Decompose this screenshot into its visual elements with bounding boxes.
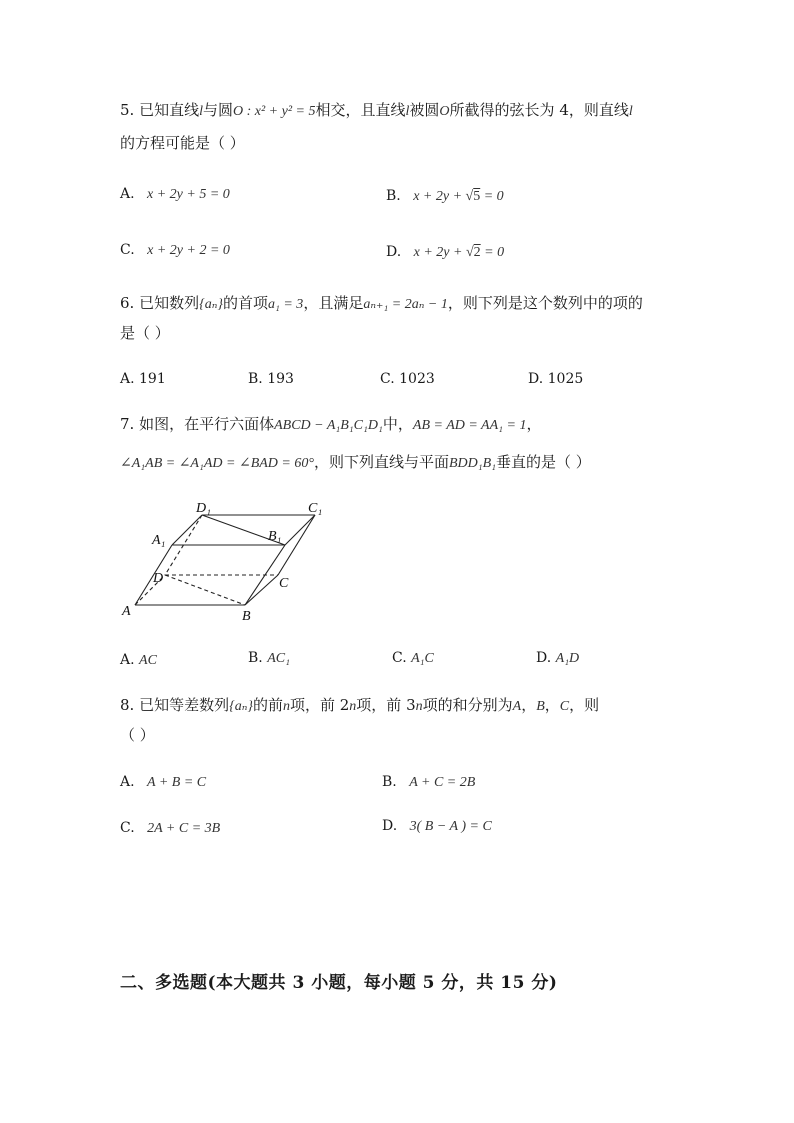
q6-option-a: A. 191 [120, 371, 166, 387]
q8-stem-line1: 8. 已知等差数列{aₙ}的前n项，前 2n项，前 3n项的和分别为A，B，C，则 [120, 696, 600, 714]
label-a: A [122, 604, 131, 619]
label-d: D [153, 571, 164, 586]
section-heading: 二、多选题(本大题共 3 小题，每小题 5 分，共 15 分) [120, 973, 558, 993]
label-b: B [242, 609, 251, 624]
label-a1: A₁ [152, 533, 166, 548]
q5-option-d: D. x + 2y + √2 = 0 [386, 244, 505, 260]
q6-option-b: B. 193 [248, 371, 294, 387]
q7-option-d: D. A₁D [536, 650, 580, 666]
edge-a1d1 [172, 515, 202, 545]
parallelepiped-figure [110, 495, 350, 630]
q7-stem-line2: ∠A₁AB = ∠A₁AD = ∠BAD = 60°，则下列直线与平面BDD₁B₁垂直的是（ ） [120, 453, 591, 471]
diag-db-hidden [165, 575, 245, 605]
q7-stem-line1: 7. 如图，在平行六面体ABCD − A₁B₁C₁D₁中，AB = AD = AA₁ = 1， [120, 415, 542, 433]
q5-option-a: A. x + 2y + 5 = 0 [120, 186, 230, 202]
q7-option-a: A. AC [120, 652, 157, 668]
q6-stem-line1: 6. 已知数列{aₙ}的首项a₁ = 3，且满足aₙ₊₁ = 2aₙ − 1，则下列是这个数列中的项的 [120, 294, 643, 312]
q8-option-a: A. A + B = C [120, 774, 207, 790]
label-d1: D₁ [196, 501, 211, 516]
q6-option-c: C. 1023 [380, 371, 435, 387]
label-c: C [279, 576, 289, 591]
q8-option-b: B. A + C = 2B [382, 774, 476, 790]
q5-stem-line1: 5. 已知直线l与圆O : x² + y² = 5相交，且直线l被圆O所截得的弦长为 4，则直线l [120, 101, 633, 119]
edge-b1c1 [285, 515, 315, 545]
q5-stem-line2: 的方程可能是（ ） [120, 134, 245, 152]
q8-option-d: D. 3( B − A ) = C [382, 818, 492, 834]
q7-option-c: C. A₁C [392, 650, 434, 666]
q8-stem-line2: （ ） [120, 726, 155, 744]
q5-option-b: B. x + 2y + √5 = 0 [386, 188, 504, 204]
q5-circle-equation: O : x² + y² = 5 [233, 104, 316, 119]
label-c1: C₁ [308, 501, 323, 516]
label-b1: B₁ [268, 529, 282, 544]
q6-option-d: D. 1025 [528, 371, 584, 387]
q6-stem-line2: 是（ ） [120, 324, 170, 342]
q7-option-b: B. AC₁ [248, 650, 290, 666]
q8-option-c: C. 2A + C = 3B [120, 820, 221, 836]
q5-option-c: C. x + 2y + 2 = 0 [120, 242, 230, 258]
